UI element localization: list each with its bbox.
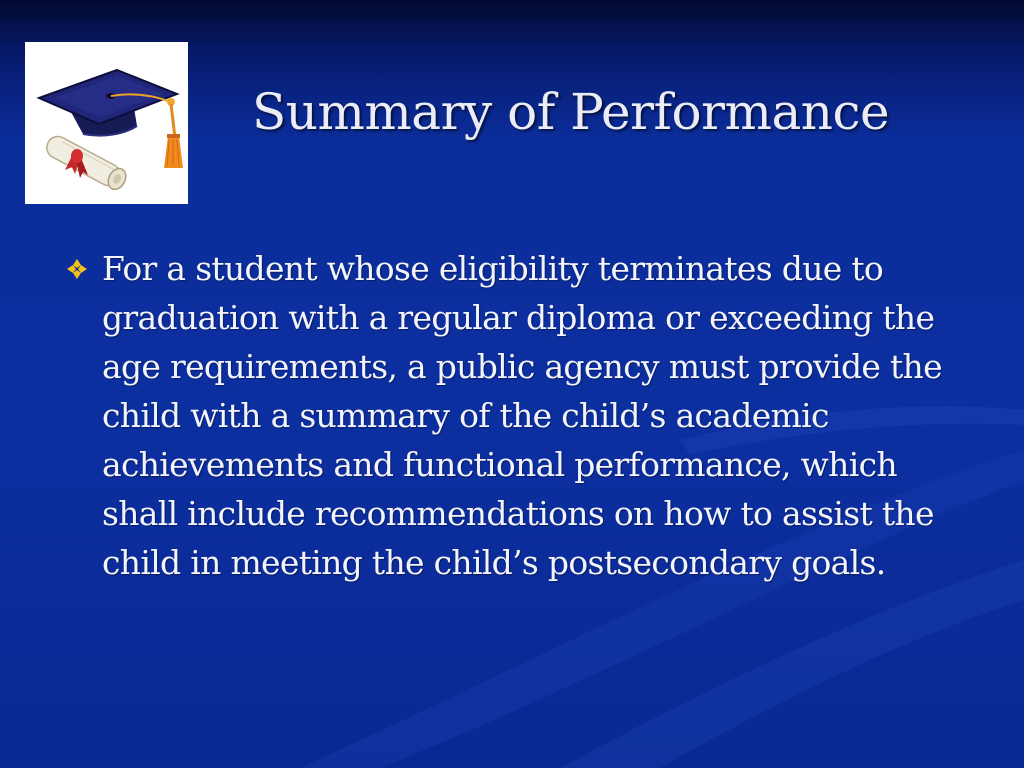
- slide-body: [64, 244, 964, 587]
- bullet-item: [64, 244, 964, 587]
- graduation-cap-and-diploma-icon: [25, 42, 188, 204]
- diamond-bullet-icon: [66, 258, 88, 280]
- graduation-logo: [25, 42, 188, 204]
- bullet-text: For a student whose eligibility terminates due to graduation with a regular diploma or exceeding the age requirements, a public agency must provide the child with a summary of the child’s academic achievements and functional performance, which shall include recommendations on how to assist the child in meeting the child’s postsecondary goals.: [102, 249, 942, 582]
- slide-title: Summary of Performance: [252, 83, 890, 141]
